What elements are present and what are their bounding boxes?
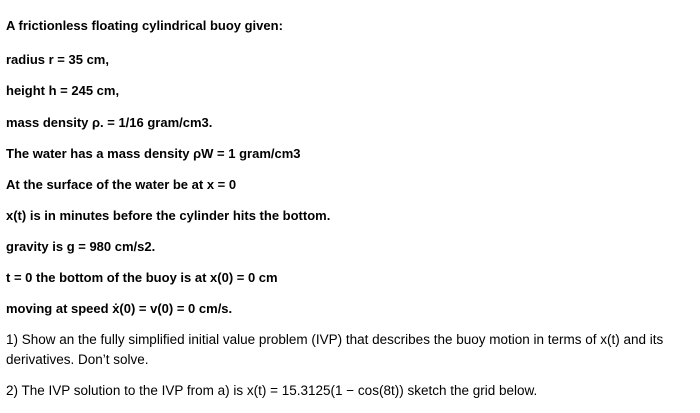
radius-line: radius r = 35 cm, bbox=[6, 52, 109, 67]
water-surface-line: At the surface of the water be at x = 0 bbox=[6, 177, 237, 192]
water-density-line: The water has a mass density ρW = 1 gram/cm3 bbox=[6, 146, 301, 161]
gravity-line: gravity is g = 980 cm/s2. bbox=[6, 239, 156, 254]
mass-density-line: mass density ρ. = 1/16 gram/cm3. bbox=[6, 115, 213, 130]
initial-position-line: t = 0 the bottom of the buoy is at x(0) = 0 cm bbox=[6, 270, 278, 285]
question-2: 2) The IVP solution to the IVP from a) is x(t) = 15.3125(1 − cos(8t)) sketch the grid below. bbox=[6, 383, 538, 398]
height-line: height h = 245 cm, bbox=[6, 83, 120, 98]
problem-heading: A frictionless floating cylindrical buoy given: bbox=[6, 18, 283, 33]
initial-speed-line: moving at speed ẋ(0) = v(0) = 0 cm/s. bbox=[6, 301, 233, 316]
xt-definition-line: x(t) is in minutes before the cylinder hits the bottom. bbox=[6, 208, 331, 223]
question-1: 1) Show an the fully simplified initial value problem (IVP) that describes the buoy motion in terms of x(t) and its derivatives. Don’t solve. bbox=[6, 332, 664, 367]
